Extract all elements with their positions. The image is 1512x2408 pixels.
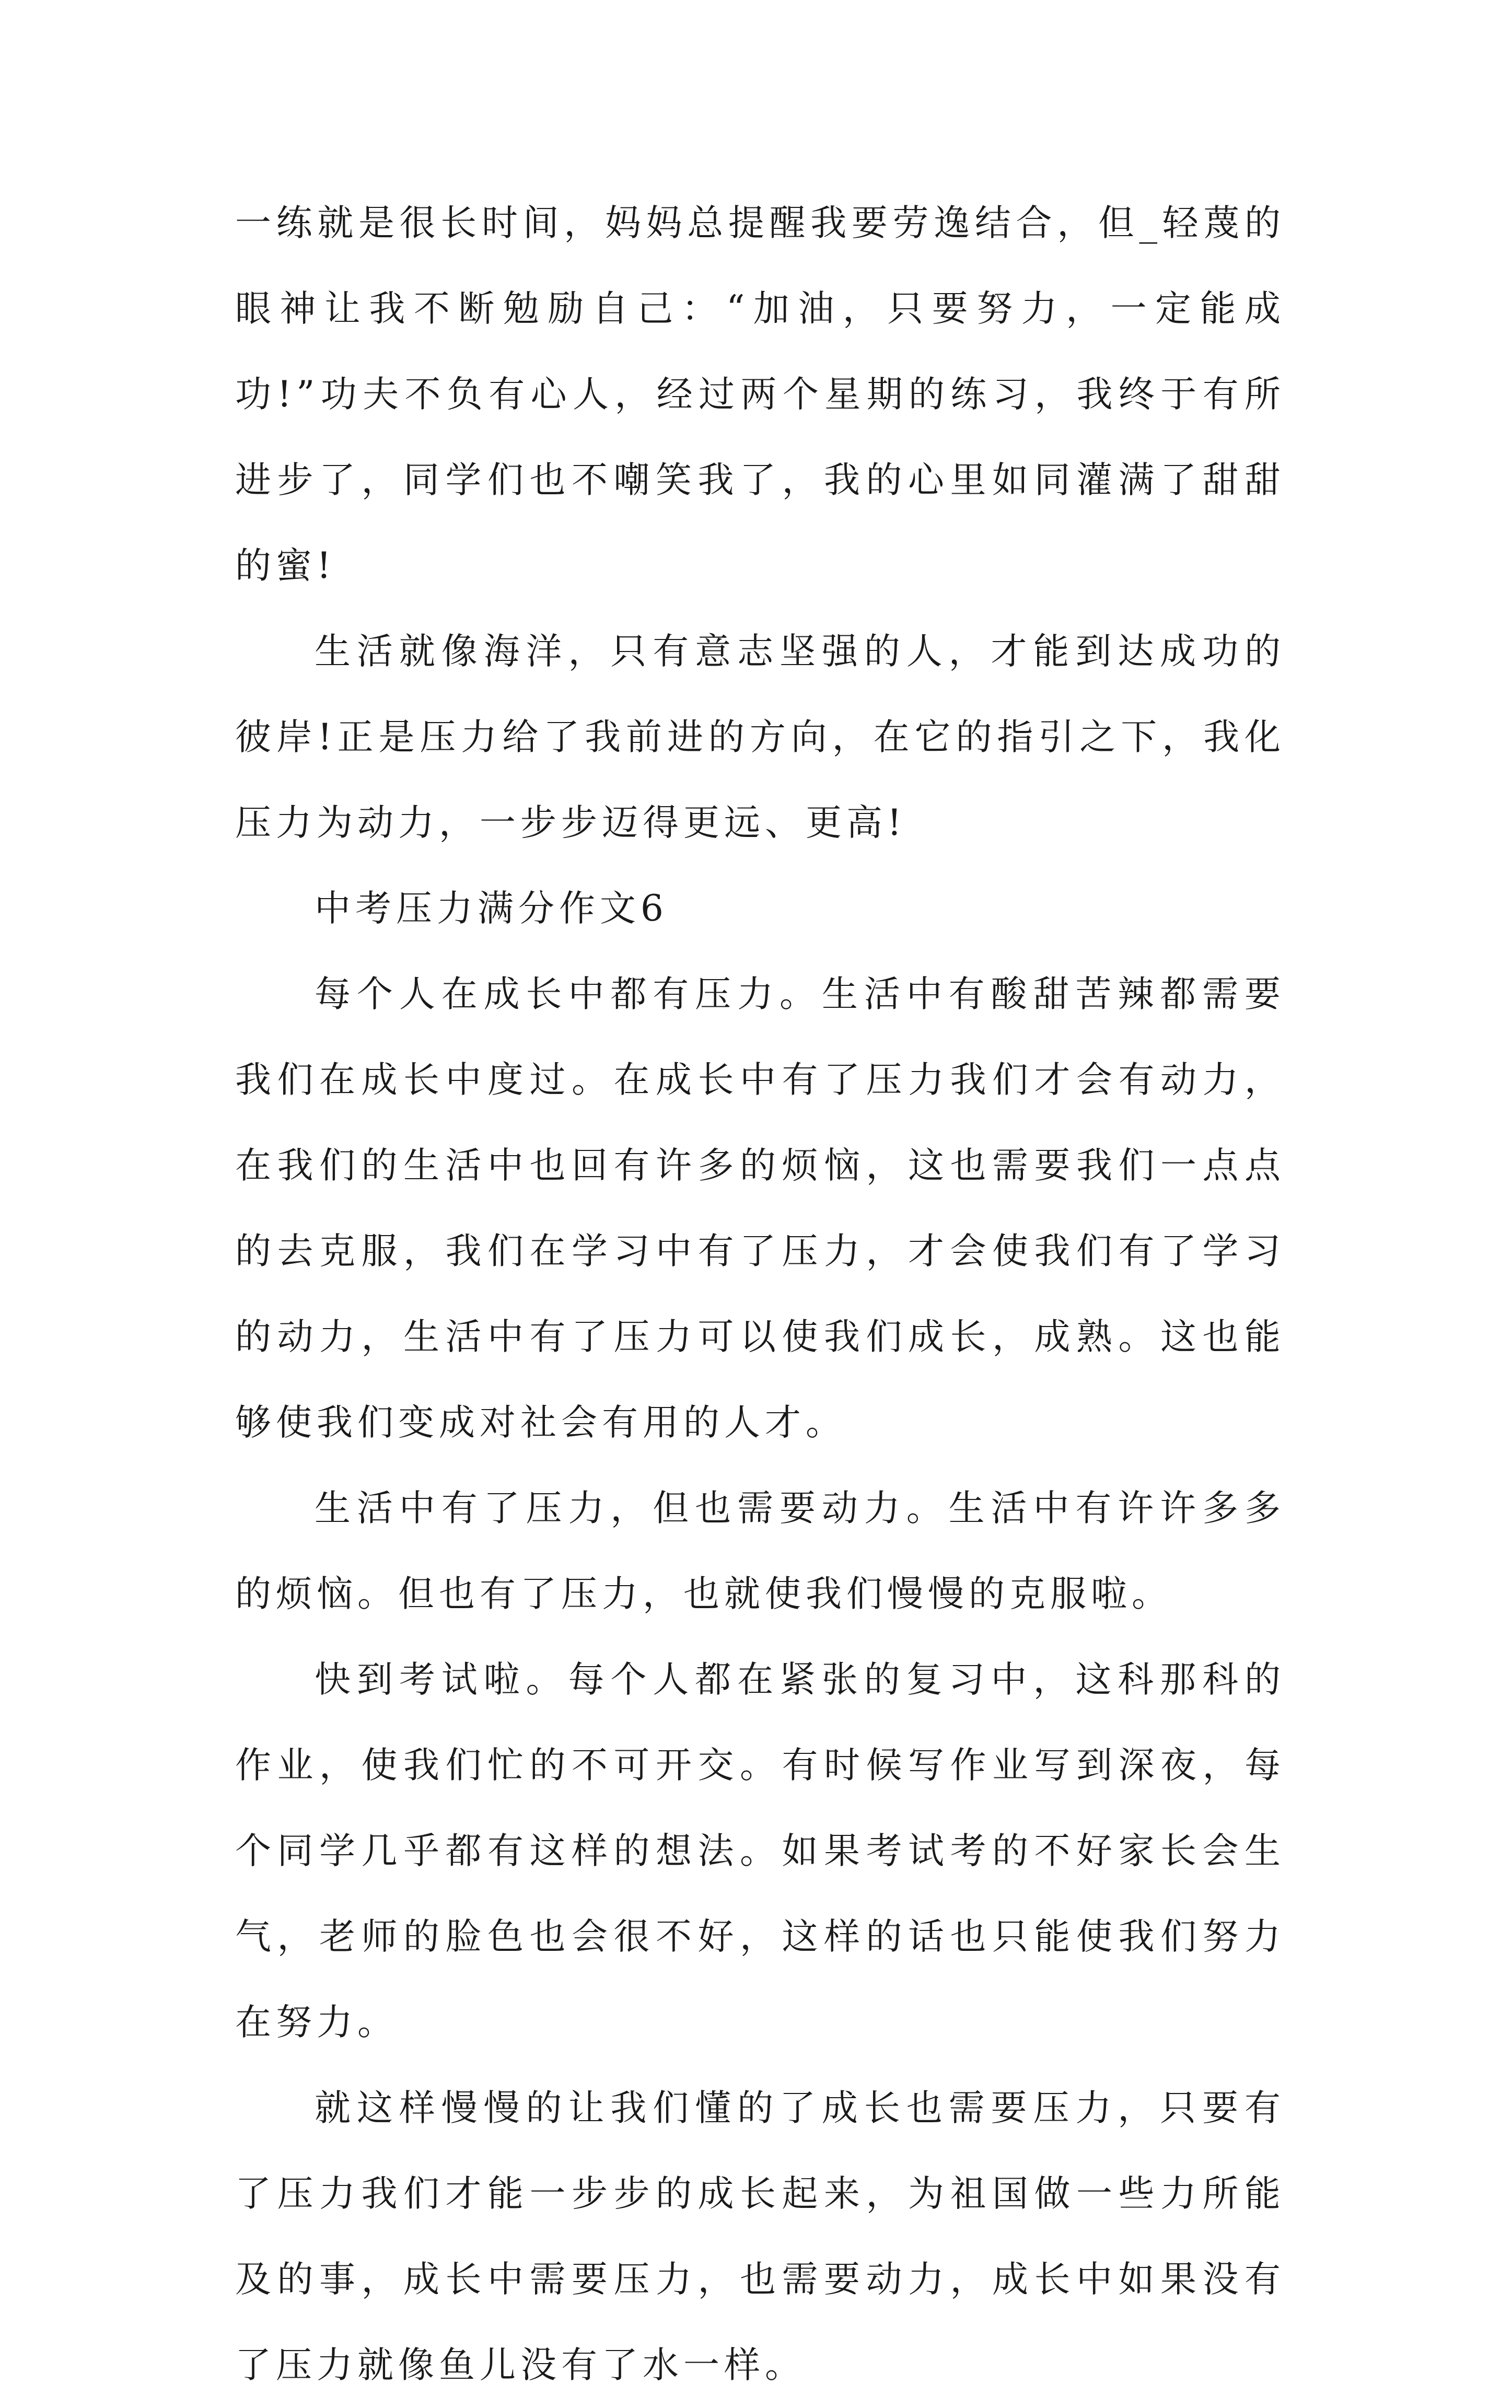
document-body — [235, 180, 1285, 2408]
paragraph-exam-time: 快到考试啦。每个人都在紧张的复习中，这科那科的作业，使我们忙的不可开交。有时候写作业写到深夜，每个同学几乎都有这样的想法。如果考试考的不好家长会生气，老师的脸色也会很不好，这样的话也只能使我们努力在努力。 — [235, 1659, 1285, 2043]
paragraph-sea-metaphor: 生活就像海洋，只有意志坚强的人，才能到达成功的彼岸!正是压力给了我前进的方向，在它的指引之下，我化压力为动力，一步步迈得更远、更高! — [235, 631, 1285, 844]
paragraph-growth-pressure: 每个人在成长中都有压力。生活中有酸甜苦辣都需要我们在成长中度过。在成长中有了压力我们才会有动力，在我们的生活中也回有许多的烦恼，这也需要我们一点点的去克服，我们在学习中有了压力，才会使我们有了学习的动力，生活中有了压力可以使我们成长，成熟。这也能够使我们变成对社会有用的人才。 — [235, 973, 1285, 1444]
paragraph-conclusion: 就这样慢慢的让我们懂的了成长也需要压力，只要有了压力我们才能一步步的成长起来，为祖国做一些力所能及的事，成长中需要压力，也需要动力，成长中如果没有了压力就像鱼儿没有了水一样。 — [235, 2087, 1285, 2386]
section-title: 中考压力满分作文6 — [315, 888, 668, 929]
paragraph-continued: 一练就是很长时间，妈妈总提醒我要劳逸结合，但_轻蔑的眼神让我不断勉励自己：“加油，只要努力，一定能成功!”功夫不负有心人，经过两个星期的练习，我终于有所进步了，同学们也不嘲笑我了，我的心里如同灌满了甜甜的蜜! — [235, 202, 1285, 587]
paragraph-life-pressure: 生活中有了压力，但也需要动力。生活中有许许多多的烦恼。但也有了压力，也就使我们慢慢的克服啦。 — [235, 1487, 1285, 1615]
